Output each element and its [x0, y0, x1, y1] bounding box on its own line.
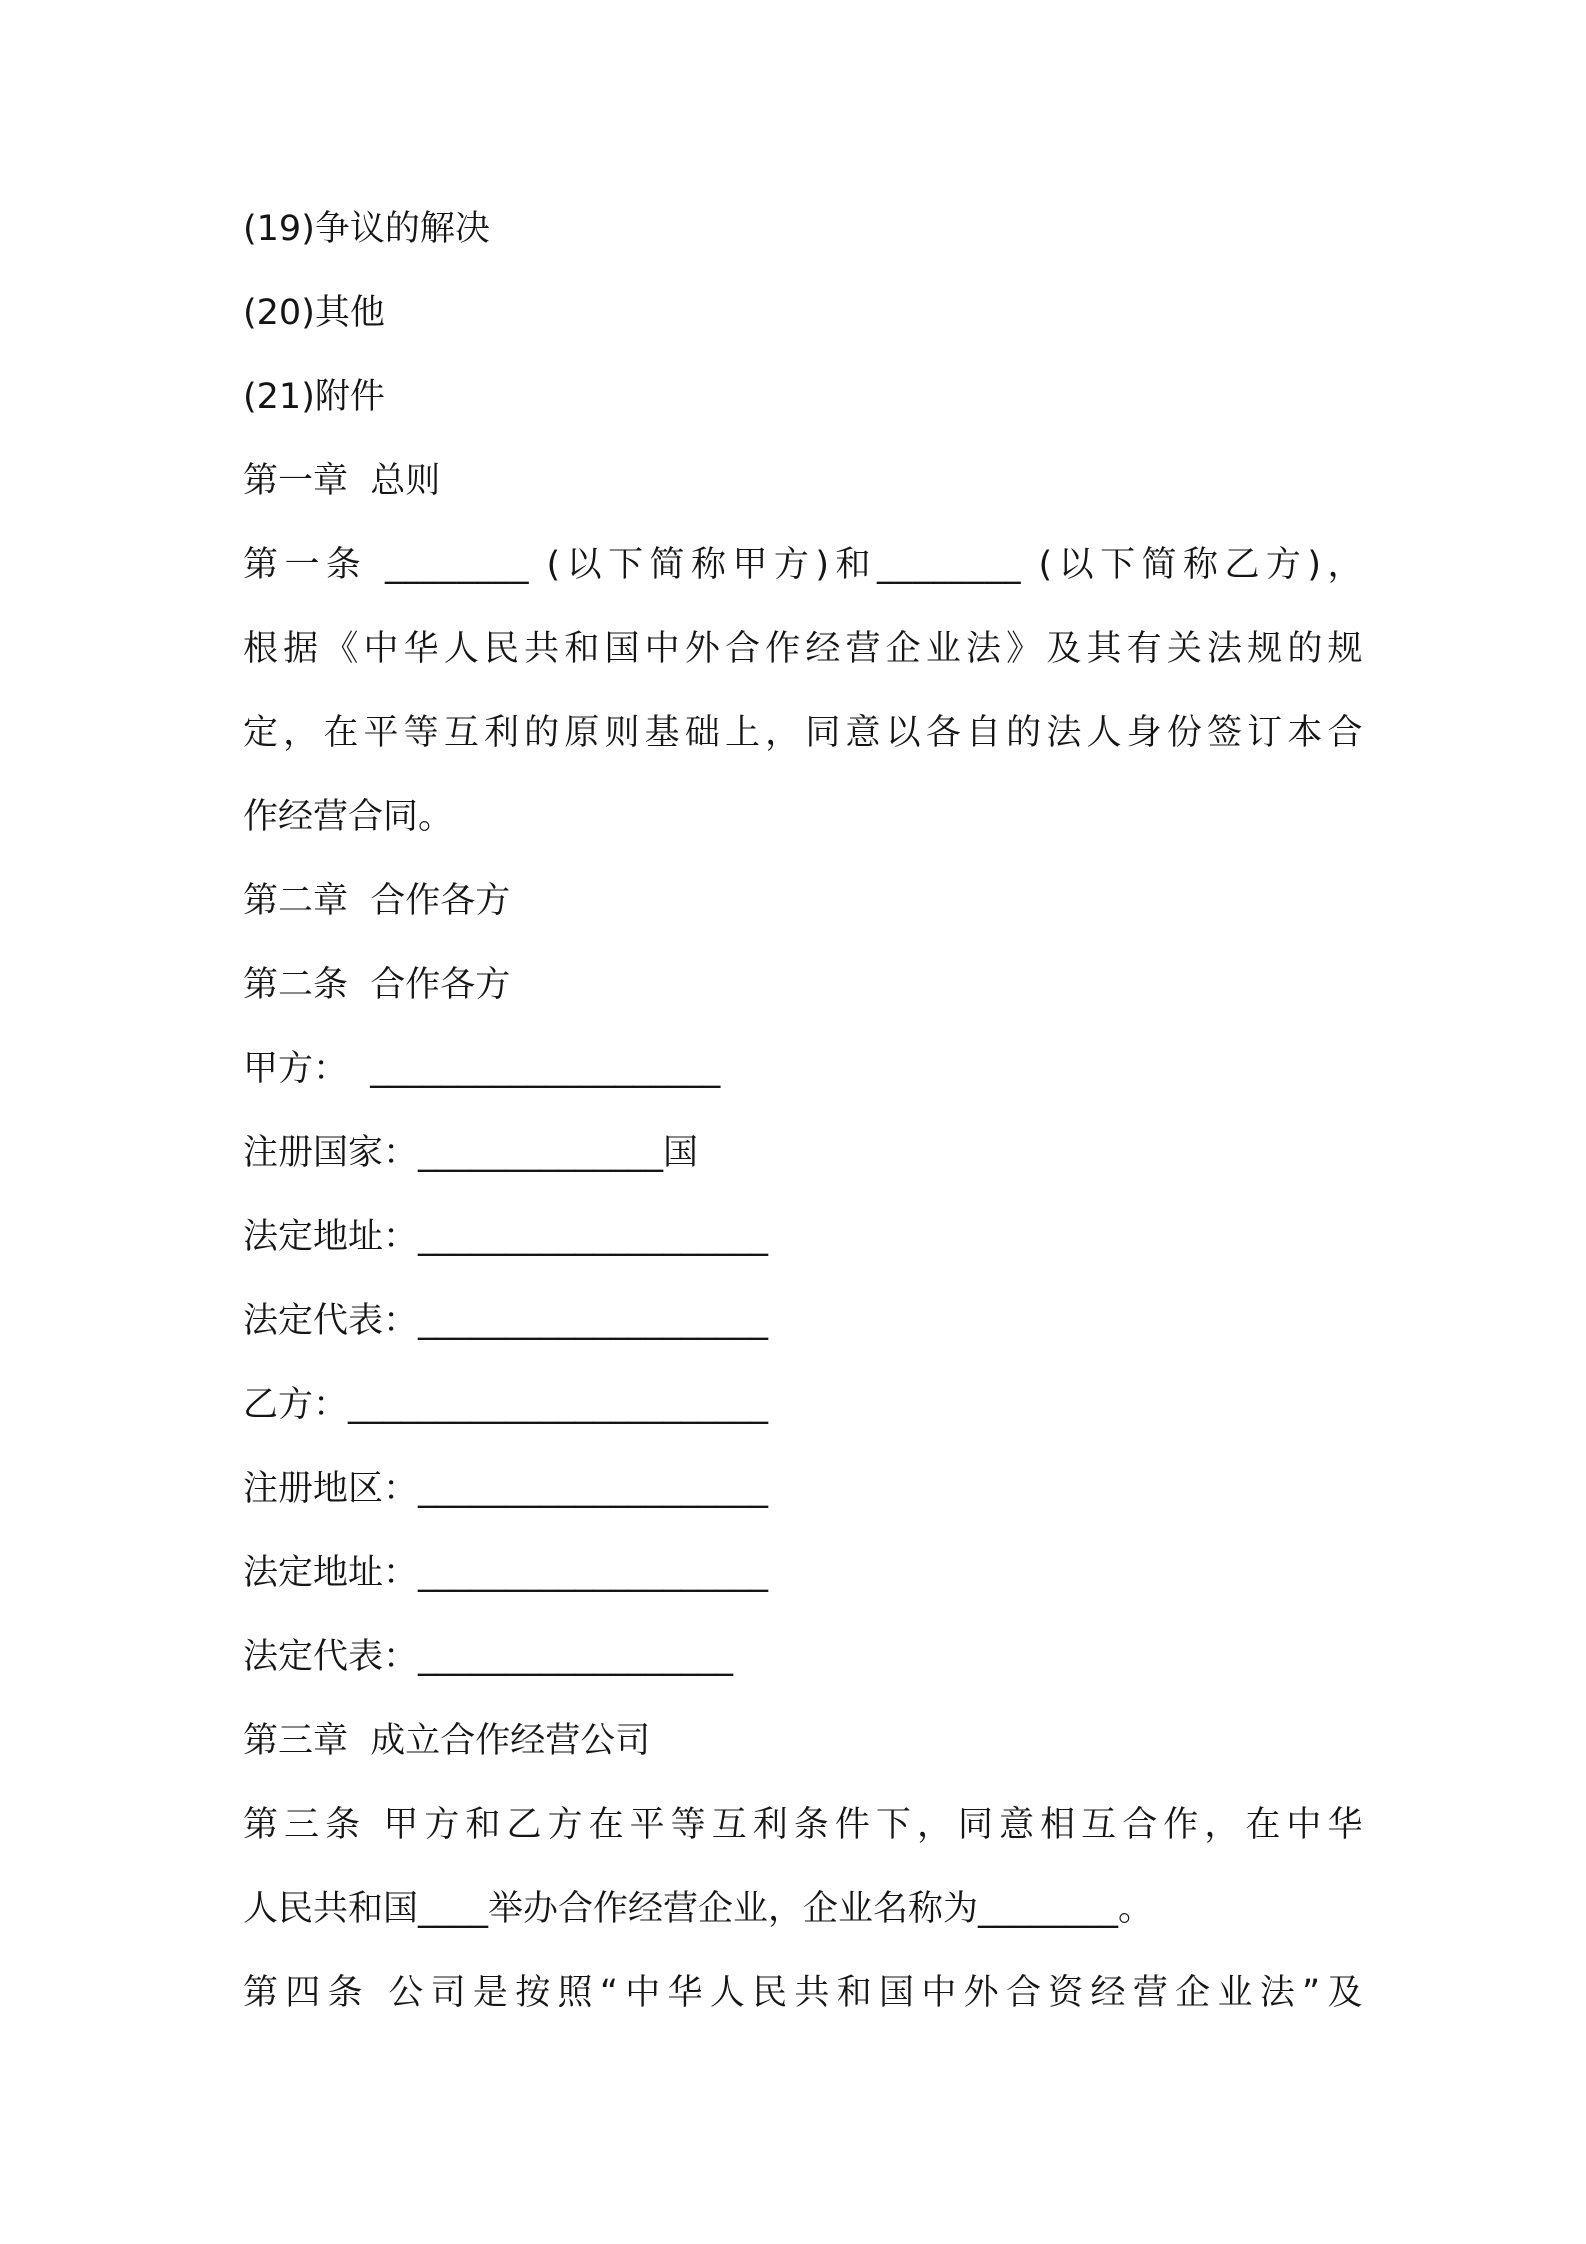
party-b-legal-address-field: 法定地址：____________________	[243, 1553, 769, 1593]
registered-country-field: 注册国家：______________国	[243, 1133, 699, 1173]
article-3-line-1: 第三条 甲方和乙方在平等互利条件下，同意相互合作，在中华	[243, 1805, 1363, 1845]
list-item-attachments: (21)附件	[243, 377, 385, 417]
party-a-field: 甲方： ____________________	[243, 1049, 721, 1089]
party-b-legal-representative-field: 法定代表：__________________	[243, 1637, 734, 1677]
chapter-2-heading: 第二章 合作各方	[243, 881, 511, 921]
article-1-line-1: 第一条 ________ (以下简称甲方)和________ (以下简称乙方)，	[243, 545, 1363, 585]
list-item-dispute-resolution: (19)争议的解决	[243, 209, 490, 249]
list-item-other: (20)其他	[243, 293, 385, 333]
article-1-line-2: 根据《中华人民共和国中外合作经营企业法》及其有关法规的规	[243, 629, 1363, 669]
article-1-line-4: 作经营合同。	[243, 797, 454, 837]
article-3-line-2: 人民共和国____举办合作经营企业，企业名称为________。	[243, 1889, 1154, 1929]
document-body	[243, 198, 1363, 2046]
article-2-heading: 第二条 合作各方	[243, 965, 511, 1005]
party-b-field: 乙方：________________________	[243, 1385, 769, 1425]
party-a-legal-representative-field: 法定代表：____________________	[243, 1301, 769, 1341]
party-a-legal-address-field: 法定地址：____________________	[243, 1217, 769, 1257]
article-1-line-3: 定，在平等互利的原则基础上，同意以各自的法人身份签订本合	[243, 713, 1363, 753]
chapter-1-heading: 第一章 总则	[243, 461, 441, 501]
article-4-line-1: 第四条 公司是按照“中华人民共和国中外合资经营企业法”及	[243, 1973, 1363, 2013]
registered-region-field: 注册地区：____________________	[243, 1469, 769, 1509]
chapter-3-heading: 第三章 成立合作经营公司	[243, 1721, 651, 1761]
